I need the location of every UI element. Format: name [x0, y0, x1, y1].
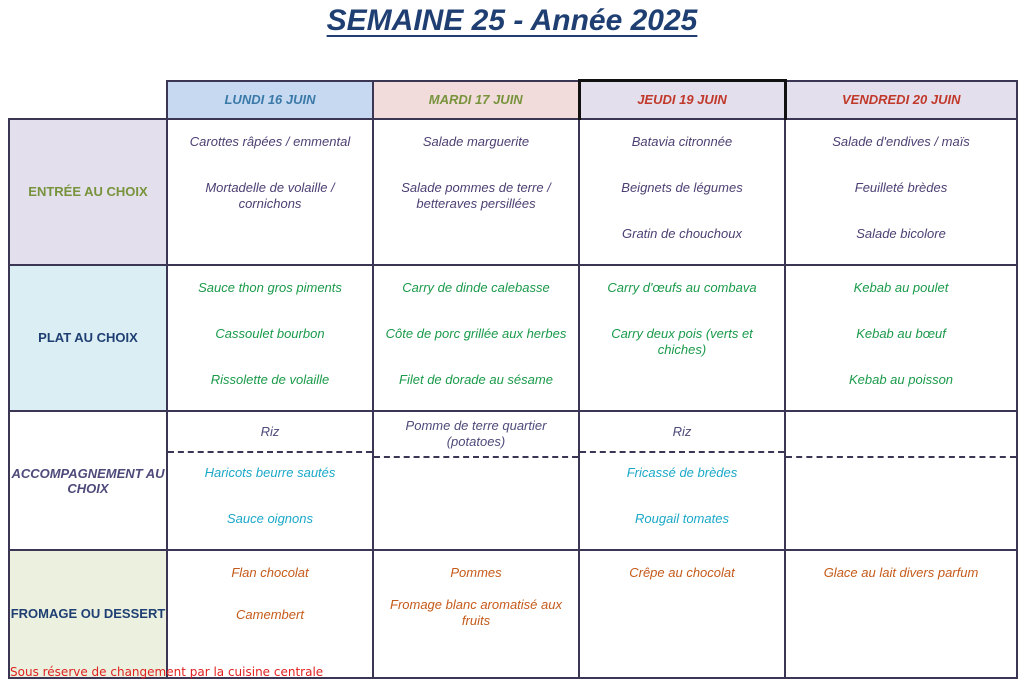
menu-item: Kebab au poisson — [848, 372, 954, 387]
day-header-lundi — [167, 81, 373, 120]
menu-item: Gratin de chouchoux — [622, 226, 742, 241]
cell-entree-jeudi — [579, 119, 785, 265]
page-title: SEMAINE 25 - Année 2025 — [326, 4, 698, 37]
day-header-row — [9, 81, 1017, 120]
cell-plat-lundi — [167, 265, 373, 411]
menu-item: Riz — [672, 424, 692, 439]
cell-plat-mardi — [373, 265, 579, 411]
menu-item: Camembert — [236, 607, 304, 622]
accomp-bottom — [168, 453, 372, 549]
menu-item: Salade bicolore — [856, 226, 946, 241]
row-label-plat: PLAT AU CHOIX — [9, 265, 167, 411]
menu-item: Crêpe au chocolat — [629, 565, 735, 580]
menu-item: Batavia citronnée — [631, 134, 733, 149]
row-label-dessert: FROMAGE OU DESSERT — [9, 550, 167, 678]
day-label: JEUDI 19 JUIN — [637, 92, 727, 107]
day-label: LUNDI 16 JUIN — [224, 91, 316, 107]
menu-item: Carry de dinde calebasse — [402, 280, 550, 295]
menu-item: Haricots beurre sautés — [204, 465, 336, 480]
accomp-top — [786, 412, 1016, 458]
cell-accomp-jeudi — [579, 411, 785, 550]
cell-accomp-lundi — [167, 411, 373, 550]
cell-dessert-lundi — [167, 550, 373, 678]
menu-item: Beignets de légumes — [621, 180, 743, 195]
menu-item: Kebab au bœuf — [856, 326, 946, 341]
menu-item: Riz — [260, 424, 280, 439]
row-plat — [9, 265, 1017, 411]
footer-disclaimer: Sous réserve de changement par la cuisine centrale — [10, 665, 324, 679]
menu-item: Salade marguerite — [422, 134, 530, 149]
menu-item: Pomme de terre quartier (potatoes) — [405, 418, 547, 449]
accomp-top — [168, 412, 372, 453]
menu-item: Rougail tomates — [635, 511, 729, 526]
menu-item: Mortadelle de volaille / cornichons — [205, 180, 335, 211]
menu-item: Sauce thon gros piments — [198, 280, 342, 295]
menu-item: Pommes — [450, 565, 502, 580]
day-header-mardi — [373, 81, 579, 120]
menu-item: Cassoulet bourbon — [215, 326, 325, 341]
menu-item: Sauce oignons — [226, 511, 313, 526]
menu-item: Salade d'endives / maïs — [832, 134, 970, 149]
menu-item: Flan chocolat — [231, 565, 309, 580]
cell-plat-vendredi — [785, 265, 1017, 411]
menu-item: Côte de porc grillée aux herbes — [385, 326, 567, 341]
accomp-top — [580, 412, 784, 453]
cell-dessert-vendredi — [785, 550, 1017, 678]
menu-item: Salade pommes de terre / betteraves persillées — [401, 180, 551, 211]
menu-item: Rissolette de volaille — [210, 372, 330, 387]
menu-item: Fromage blanc aromatisé aux fruits — [390, 597, 562, 628]
cell-entree-lundi — [167, 119, 373, 265]
cell-dessert-jeudi — [579, 550, 785, 678]
accomp-bottom — [374, 458, 578, 549]
menu-item: Filet de dorade au sésame — [399, 372, 553, 387]
cell-accomp-mardi — [373, 411, 579, 550]
row-dessert — [9, 550, 1017, 678]
day-label: MARDI 17 JUIN — [428, 91, 523, 107]
row-label-entree: ENTRÉE AU CHOIX — [9, 119, 167, 265]
menu-item: Carry d'œufs au combava — [607, 280, 757, 295]
cell-dessert-mardi — [373, 550, 579, 678]
cell-accomp-vendredi — [785, 411, 1017, 550]
row-label-accompagnement: ACCOMPAGNEMENT AU CHOIX — [9, 411, 167, 550]
menu-item: Glace au lait divers parfum — [823, 565, 979, 580]
day-header-vendredi — [785, 81, 1017, 120]
menu-table — [8, 79, 1018, 679]
accomp-top — [374, 412, 578, 458]
cell-plat-jeudi — [579, 265, 785, 411]
menu-item: Carry deux pois (verts et chiches) — [611, 326, 753, 357]
row-accompagnement — [9, 411, 1017, 550]
accomp-bottom — [786, 458, 1016, 549]
accomp-bottom — [580, 453, 784, 549]
menu-item: Feuilleté brèdes — [854, 180, 948, 195]
cell-entree-vendredi — [785, 119, 1017, 265]
header-blank-cell — [9, 81, 167, 120]
menu-item: Carottes râpées / emmental — [189, 134, 351, 149]
row-entree — [9, 119, 1017, 265]
cell-entree-mardi — [373, 119, 579, 265]
menu-item: Kebab au poulet — [853, 280, 949, 295]
day-header-jeudi — [579, 81, 785, 120]
day-label: VENDREDI 20 JUIN — [842, 91, 961, 107]
menu-item: Fricassé de brèdes — [626, 465, 738, 480]
